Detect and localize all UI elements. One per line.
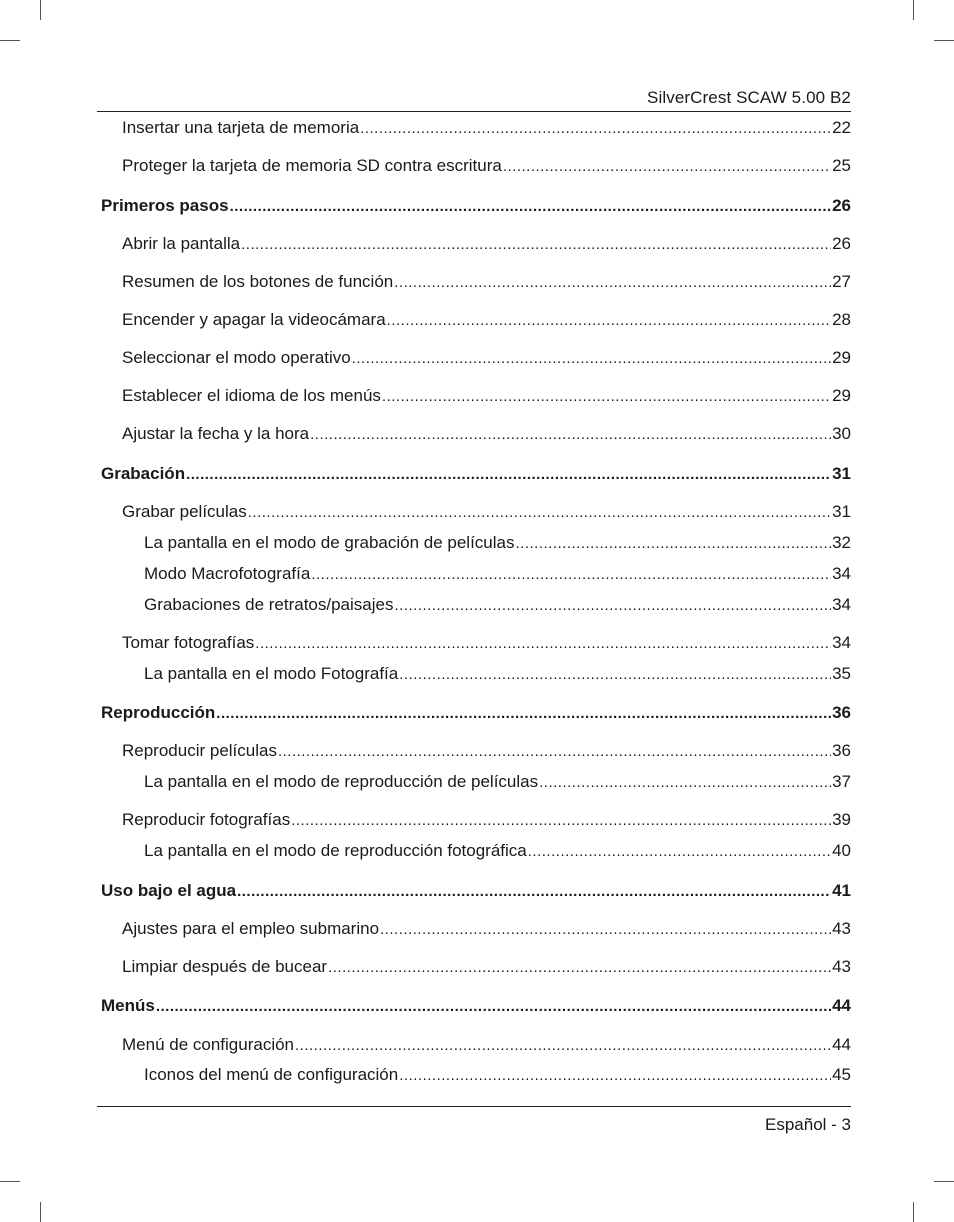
- toc-entry-label: Menú de configuración: [122, 1035, 295, 1054]
- toc-entry-label: Reproducción: [101, 703, 216, 722]
- toc-entry-page-number: 27: [832, 272, 851, 291]
- toc-section-entry[interactable]: [122, 156, 851, 180]
- toc-section-entry[interactable]: [122, 741, 851, 765]
- toc-entry-label: Uso bajo el agua: [101, 881, 237, 900]
- dot-leader: [248, 504, 831, 521]
- footer-rule: [97, 1106, 851, 1107]
- toc-entry-label: La pantalla en el modo de reproducción de películas: [144, 772, 539, 791]
- toc-entry-page-number: 40: [832, 841, 851, 860]
- toc-entry-label: Reproducir películas: [122, 741, 277, 760]
- toc-entry-label: Resumen de los botones de función: [122, 272, 394, 291]
- toc-entry-page-number: 43: [832, 957, 851, 976]
- toc-section-entry[interactable]: [122, 234, 851, 258]
- toc-entry-page-number: 26: [832, 234, 851, 253]
- dot-leader: [295, 1037, 831, 1054]
- toc-section-entry[interactable]: [122, 1035, 851, 1059]
- toc-entry-label: Ajustar la fecha y la hora: [122, 424, 310, 443]
- dot-leader: [230, 198, 832, 215]
- toc-section-entry[interactable]: [144, 841, 851, 865]
- toc-chapter-entry[interactable]: [101, 196, 851, 220]
- toc-section-entry[interactable]: [144, 564, 851, 588]
- dot-leader: [516, 535, 832, 552]
- toc-section-entry[interactable]: [122, 272, 851, 296]
- dot-leader: [291, 812, 831, 829]
- toc-entry-page-number: 45: [832, 1065, 851, 1084]
- toc-entry-label: Iconos del menú de configuración: [144, 1065, 399, 1084]
- dot-leader: [399, 1067, 831, 1084]
- toc-section-entry[interactable]: [122, 118, 851, 142]
- page-number-label: Español - 3: [765, 1115, 851, 1134]
- toc-entry-label: Grabación: [101, 464, 186, 483]
- dot-leader: [310, 426, 831, 443]
- dot-leader: [380, 921, 831, 938]
- toc-entry-page-number: 41: [832, 881, 851, 900]
- dot-leader: [394, 597, 831, 614]
- toc-section-entry[interactable]: [122, 502, 851, 526]
- dot-leader: [241, 236, 831, 253]
- toc-section-entry[interactable]: [144, 664, 851, 688]
- toc-entry-page-number: 29: [832, 348, 851, 367]
- dot-leader: [311, 566, 831, 583]
- toc-entry-page-number: 44: [832, 996, 851, 1015]
- dot-leader: [278, 743, 831, 760]
- dot-leader: [186, 466, 831, 483]
- toc-entry-label: Menús: [101, 996, 155, 1015]
- toc-entry-page-number: 31: [832, 502, 851, 521]
- toc-section-entry[interactable]: [122, 386, 851, 410]
- toc-entry-page-number: 29: [832, 386, 851, 405]
- toc-section-entry[interactable]: [122, 633, 851, 657]
- dot-leader: [503, 158, 831, 175]
- document-header-title: SilverCrest SCAW 5.00 B2: [647, 88, 851, 107]
- dot-leader: [255, 635, 831, 652]
- toc-section-entry[interactable]: [122, 348, 851, 372]
- dot-leader: [399, 666, 831, 683]
- toc-entry-label: Tomar fotografías: [122, 633, 255, 652]
- dot-leader: [360, 120, 831, 137]
- toc-entry-page-number: 43: [832, 919, 851, 938]
- toc-entry-label: Limpiar después de bucear: [122, 957, 328, 976]
- toc-entry-label: Grabaciones de retratos/paisajes: [144, 595, 394, 614]
- dot-leader: [328, 959, 831, 976]
- toc-entry-label: La pantalla en el modo de reproducción fotográfica: [144, 841, 527, 860]
- toc-entry-label: Primeros pasos: [101, 196, 229, 215]
- dot-leader: [528, 843, 831, 860]
- toc-entry-page-number: 39: [832, 810, 851, 829]
- dot-leader: [237, 883, 831, 900]
- toc-entry-label: Ajustes para el empleo submarino: [122, 919, 380, 938]
- toc-section-entry[interactable]: [144, 595, 851, 619]
- dot-leader: [156, 998, 831, 1015]
- toc-section-entry[interactable]: [144, 772, 851, 796]
- toc-entry-page-number: 32: [832, 533, 851, 552]
- toc-entry-page-number: 36: [832, 741, 851, 760]
- toc-entry-page-number: 31: [832, 464, 851, 483]
- toc-section-entry[interactable]: [144, 1065, 851, 1089]
- toc-chapter-entry[interactable]: [101, 881, 851, 905]
- toc-section-entry[interactable]: [122, 919, 851, 943]
- toc-entry-label: Modo Macrofotografía: [144, 564, 311, 583]
- dot-leader: [382, 388, 831, 405]
- toc-entry-label: Seleccionar el modo operativo: [122, 348, 351, 367]
- toc-entry-page-number: 26: [832, 196, 851, 215]
- toc-entry-label: Reproducir fotografías: [122, 810, 291, 829]
- dot-leader: [539, 774, 831, 791]
- toc-entry-page-number: 34: [832, 564, 851, 583]
- toc-entry-page-number: 37: [832, 772, 851, 791]
- toc-entry-label: Proteger la tarjeta de memoria SD contra escritura: [122, 156, 502, 175]
- toc-entry-page-number: 36: [832, 703, 851, 722]
- toc-entry-page-number: 34: [832, 595, 851, 614]
- toc-entry-label: La pantalla en el modo Fotografía: [144, 664, 399, 683]
- dot-leader: [394, 274, 831, 291]
- toc-entry-label: La pantalla en el modo de grabación de películas: [144, 533, 515, 552]
- toc-section-entry[interactable]: [122, 810, 851, 834]
- toc-entry-page-number: 22: [832, 118, 851, 137]
- toc-entry-page-number: 34: [832, 633, 851, 652]
- dot-leader: [387, 312, 831, 329]
- toc-entry-label: Abrir la pantalla: [122, 234, 241, 253]
- toc-chapter-entry[interactable]: [101, 996, 851, 1020]
- toc-entry-page-number: 30: [832, 424, 851, 443]
- toc-section-entry[interactable]: [122, 310, 851, 334]
- toc-entry-label: Grabar películas: [122, 502, 247, 521]
- toc-chapter-entry[interactable]: [101, 703, 851, 727]
- toc-entry-page-number: 35: [832, 664, 851, 683]
- dot-leader: [352, 350, 831, 367]
- toc-entry-page-number: 25: [832, 156, 851, 175]
- toc-section-entry[interactable]: [122, 957, 851, 981]
- toc-entry-page-number: 44: [832, 1035, 851, 1054]
- toc-entry-label: Encender y apagar la videocámara: [122, 310, 386, 329]
- toc-entry-label: Insertar una tarjeta de memoria: [122, 118, 360, 137]
- toc-entry-label: Establecer el idioma de los menús: [122, 386, 381, 405]
- toc-section-entry[interactable]: [122, 424, 851, 448]
- dot-leader: [216, 705, 831, 722]
- toc-chapter-entry[interactable]: [101, 464, 851, 488]
- toc-section-entry[interactable]: [144, 533, 851, 557]
- toc-entry-page-number: 28: [832, 310, 851, 329]
